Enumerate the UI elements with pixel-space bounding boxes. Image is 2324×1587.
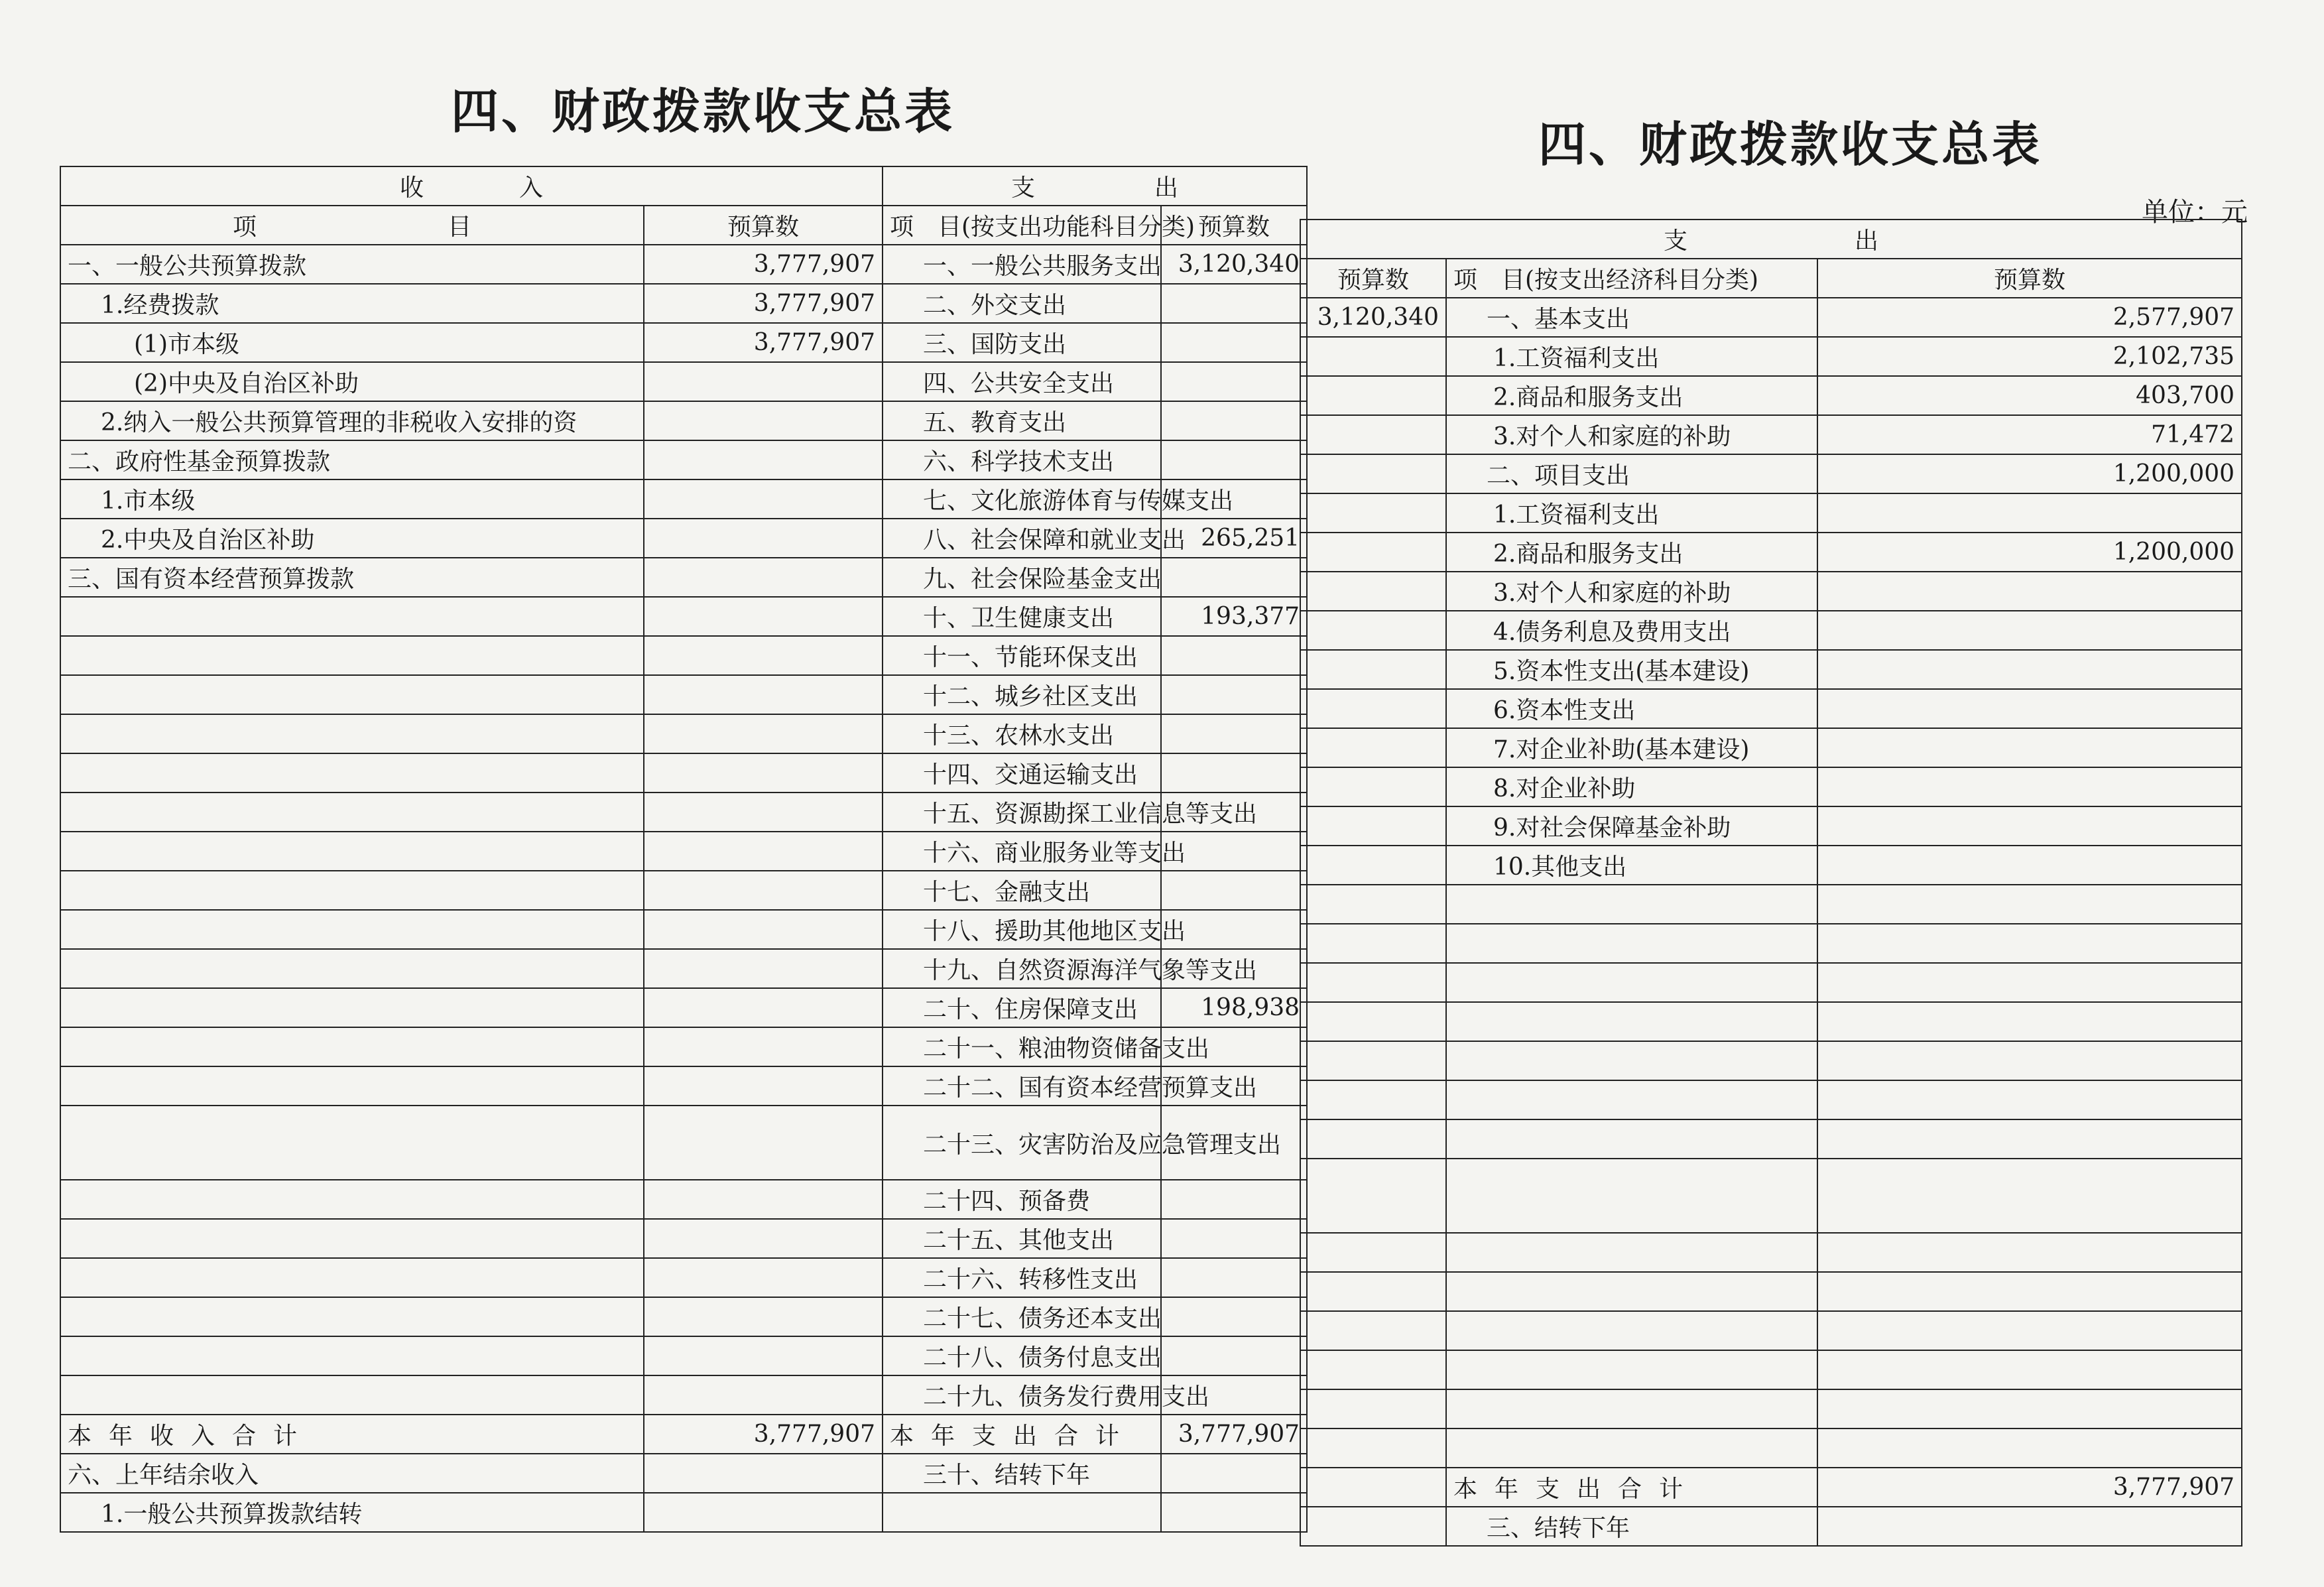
econ-item-label [1446, 1159, 1817, 1233]
econ-item-label [1446, 1350, 1817, 1389]
right-left-value [1300, 1389, 1446, 1428]
right-left-value: 3,120,340 [1300, 298, 1446, 337]
income-item-value [644, 401, 883, 440]
econ-item-label [1446, 1428, 1817, 1468]
econ-item-label: 6.资本性支出 [1446, 689, 1817, 728]
income-item-label [60, 1297, 644, 1336]
right-left-value [1300, 885, 1446, 924]
econ-item-value: 1,200,000 [1817, 454, 2242, 493]
econ-item-value [1817, 572, 2242, 611]
econ-item-value [1817, 924, 2242, 963]
income-item-label [60, 1258, 644, 1297]
table-row [60, 166, 1307, 206]
right-left-value [1300, 650, 1446, 689]
table-row [60, 1106, 1307, 1180]
table-row [1300, 1159, 2242, 1233]
func-item-value [1161, 753, 1307, 793]
income-item-label [60, 597, 644, 636]
income-item-label: 1.市本级 [60, 479, 644, 519]
income-item-label [60, 832, 644, 871]
func-item-label: 十三、农林水支出 [883, 714, 1161, 753]
table-row [60, 519, 1307, 558]
func-item-label: 十一、节能环保支出 [883, 636, 1161, 675]
func-item-value: 193,377 [1161, 597, 1307, 636]
income-item-label [60, 1066, 644, 1106]
income-item-value [644, 1375, 883, 1415]
table-row [60, 558, 1307, 597]
empty-cell [883, 1493, 1161, 1532]
table-row [1300, 1468, 2242, 1507]
right-left-value [1300, 1311, 1446, 1350]
func-item-label: 二十六、转移性支出 [883, 1258, 1161, 1297]
func-item-label: 十七、金融支出 [883, 871, 1161, 910]
right-left-value [1300, 806, 1446, 846]
income-item-label: 2.纳入一般公共预算管理的非税收入安排的资 [60, 401, 644, 440]
func-item-value [1161, 675, 1307, 714]
table-row [1300, 298, 2242, 337]
func-item-value [1161, 401, 1307, 440]
func-item-value [1161, 1219, 1307, 1258]
econ-item-label [1446, 924, 1817, 963]
income-item-label: 一、一般公共预算拨款 [60, 245, 644, 284]
empty-cell [1161, 1493, 1307, 1532]
econ-item-value [1817, 1272, 2242, 1311]
right-left-value [1300, 1159, 1446, 1233]
table-row [60, 1066, 1307, 1106]
func-item-label: 二十五、其他支出 [883, 1219, 1161, 1258]
table-row [1300, 533, 2242, 572]
table-row [1300, 1428, 2242, 1468]
income-item-value [644, 832, 883, 871]
income-item-label [60, 1180, 644, 1219]
func-item-value [1161, 284, 1307, 323]
table-row [1300, 963, 2242, 1002]
econ-item-value [1817, 1428, 2242, 1468]
right-left-value [1300, 1428, 1446, 1468]
right-left-value [1300, 1041, 1446, 1080]
econ-item-label: 5.资本性支出(基本建设) [1446, 650, 1817, 689]
table-row [60, 440, 1307, 479]
func-item-value [1161, 1297, 1307, 1336]
func-item-label: 十二、城乡社区支出 [883, 675, 1161, 714]
func-item-value [1161, 362, 1307, 401]
econ-item-label [1446, 885, 1817, 924]
econ-item-label: 2.商品和服务支出 [1446, 376, 1817, 415]
table-row [60, 871, 1307, 910]
col-header-econ-budget: 预算数 [1817, 259, 2242, 298]
econ-item-label [1446, 1311, 1817, 1350]
table-row [1300, 1041, 2242, 1080]
prev-balance-label: 六、上年结余收入 [60, 1454, 644, 1493]
col-header-econ: 项 目(按支出经济科目分类) [1446, 259, 1817, 298]
income-item-label: 二、政府性基金预算拨款 [60, 440, 644, 479]
func-item-label: 二十三、灾害防治及应急管理支出 [883, 1106, 1161, 1180]
table-row [60, 245, 1307, 284]
table-row [1300, 806, 2242, 846]
income-item-label [60, 714, 644, 753]
econ-item-label: 2.商品和服务支出 [1446, 533, 1817, 572]
func-item-value [1161, 871, 1307, 910]
econ-item-value [1817, 1002, 2242, 1041]
income-item-value [644, 362, 883, 401]
income-item-label [60, 949, 644, 988]
carry-forward-label: 三十、结转下年 [883, 1454, 1161, 1493]
table-row [60, 284, 1307, 323]
func-item-value [1161, 440, 1307, 479]
income-item-value [644, 714, 883, 753]
func-item-label: 十九、自然资源海洋气象等支出 [883, 949, 1161, 988]
page-title-right: 四、财政拨款收支总表 [1538, 116, 2043, 172]
table-row [1300, 1080, 2242, 1119]
func-item-label: 二十二、国有资本经营预算支出 [883, 1066, 1161, 1106]
table-row [60, 1219, 1307, 1258]
income-item-label [60, 1219, 644, 1258]
econ-item-label [1446, 1389, 1817, 1428]
table-row [1300, 728, 2242, 767]
econ-item-value [1817, 1311, 2242, 1350]
table-row [1300, 767, 2242, 806]
income-item-label [60, 871, 644, 910]
income-item-value [644, 949, 883, 988]
table-row [1300, 454, 2242, 493]
carry-forward-value [1161, 1454, 1307, 1493]
prev-balance-value [644, 1454, 883, 1493]
income-item-label [60, 910, 644, 949]
table-row [1300, 1389, 2242, 1428]
econ-item-value [1817, 1233, 2242, 1272]
econ-item-label [1446, 1272, 1817, 1311]
income-item-label [60, 1375, 644, 1415]
total-expense-value-right: 3,777,907 [1817, 1468, 2242, 1507]
right-left-value [1300, 611, 1446, 650]
econ-item-value [1817, 1389, 2242, 1428]
func-item-label: 十四、交通运输支出 [883, 753, 1161, 793]
right-left-value [1300, 1272, 1446, 1311]
total-expense-label-right: 本年支出合计 [1446, 1468, 1817, 1507]
func-item-value [1161, 636, 1307, 675]
econ-item-value [1817, 1350, 2242, 1389]
income-item-label [60, 793, 644, 832]
func-item-value: 3,120,340 [1161, 245, 1307, 284]
func-item-label: 二、外交支出 [883, 284, 1161, 323]
econ-item-label [1446, 963, 1817, 1002]
func-item-label: 二十、住房保障支出 [883, 988, 1161, 1027]
table-row [60, 362, 1307, 401]
right-left-value [1300, 572, 1446, 611]
table-row [60, 949, 1307, 988]
func-item-label: 九、社会保险基金支出 [883, 558, 1161, 597]
table-row [60, 714, 1307, 753]
table-row [60, 988, 1307, 1027]
econ-item-label: 4.债务利息及费用支出 [1446, 611, 1817, 650]
income-item-value [644, 1180, 883, 1219]
table-row [1300, 337, 2242, 376]
econ-item-label: 3.对个人和家庭的补助 [1446, 415, 1817, 454]
econ-item-label: 1.工资福利支出 [1446, 493, 1817, 533]
econ-item-value [1817, 1159, 2242, 1233]
table-row [60, 1336, 1307, 1375]
income-item-value [644, 1106, 883, 1180]
right-left-value [1300, 415, 1446, 454]
right-left-value [1300, 493, 1446, 533]
income-item-value [644, 1258, 883, 1297]
table-row [1300, 1002, 2242, 1041]
right-left-value [1300, 533, 1446, 572]
econ-item-value [1817, 846, 2242, 885]
func-item-label: 二十七、债务还本支出 [883, 1297, 1161, 1336]
income-item-value [644, 1219, 883, 1258]
table-row [1300, 493, 2242, 533]
econ-item-value [1817, 611, 2242, 650]
income-item-value [644, 1297, 883, 1336]
empty-cell [1300, 1468, 1446, 1507]
table-row [60, 1297, 1307, 1336]
col-header-budget: 预算数 [644, 206, 883, 245]
table-row [60, 793, 1307, 832]
func-item-value [1161, 714, 1307, 753]
econ-item-label: 7.对企业补助(基本建设) [1446, 728, 1817, 767]
econ-item-label [1446, 1041, 1817, 1080]
table-row [1300, 1311, 2242, 1350]
right-left-value [1300, 1080, 1446, 1119]
expense-economic-table-right [1300, 219, 2242, 1547]
table-row [60, 401, 1307, 440]
econ-item-label: 8.对企业补助 [1446, 767, 1817, 806]
table-row [60, 753, 1307, 793]
right-left-value [1300, 1233, 1446, 1272]
econ-item-label [1446, 1002, 1817, 1041]
econ-item-label [1446, 1119, 1817, 1159]
table-row [60, 675, 1307, 714]
income-item-label [60, 753, 644, 793]
table-row [1300, 220, 2242, 259]
prev-balance-sub-value [644, 1493, 883, 1532]
income-item-value [644, 519, 883, 558]
income-item-label: 三、国有资本经营预算拨款 [60, 558, 644, 597]
func-item-label: 二十八、债务付息支出 [883, 1336, 1161, 1375]
func-item-label: 五、教育支出 [883, 401, 1161, 440]
income-item-label [60, 636, 644, 675]
func-item-label: 十八、援助其他地区支出 [883, 910, 1161, 949]
income-expense-table-left [60, 166, 1308, 1533]
income-item-label: (2)中央及自治区补助 [60, 362, 644, 401]
table-row [60, 910, 1307, 949]
income-item-label: 1.经费拨款 [60, 284, 644, 323]
econ-item-value [1817, 728, 2242, 767]
table-row [1300, 924, 2242, 963]
econ-item-value [1817, 689, 2242, 728]
table-row [1300, 415, 2242, 454]
right-left-value [1300, 689, 1446, 728]
table-row [1300, 846, 2242, 885]
func-item-value [1161, 1180, 1307, 1219]
right-left-value [1300, 337, 1446, 376]
table-row [60, 1493, 1307, 1532]
econ-item-label: 一、基本支出 [1446, 298, 1817, 337]
income-item-value [644, 1336, 883, 1375]
table-row [60, 479, 1307, 519]
expense-header-right: 支 出 [1300, 220, 2242, 259]
income-header: 收 入 [60, 166, 883, 206]
econ-item-value [1817, 1119, 2242, 1159]
func-item-label: 一、一般公共服务支出 [883, 245, 1161, 284]
table-row [1300, 885, 2242, 924]
right-left-value [1300, 454, 1446, 493]
empty-cell [1300, 1507, 1446, 1546]
income-item-value: 3,777,907 [644, 245, 883, 284]
econ-item-value: 1,200,000 [1817, 533, 2242, 572]
func-item-label: 二十一、粮油物资储备支出 [883, 1027, 1161, 1066]
table-row [60, 1375, 1307, 1415]
func-item-value: 265,251 [1161, 519, 1307, 558]
income-item-value: 3,777,907 [644, 323, 883, 362]
table-row [1300, 1233, 2242, 1272]
col-header-func-budget: 预算数 [1161, 206, 1307, 245]
econ-item-value [1817, 1041, 2242, 1080]
econ-item-value: 2,577,907 [1817, 298, 2242, 337]
econ-item-label: 10.其他支出 [1446, 846, 1817, 885]
col-header-func: 项 目(按支出功能科目分类) [883, 206, 1161, 245]
table-row [1300, 689, 2242, 728]
func-item-label: 二十四、预备费 [883, 1180, 1161, 1219]
econ-item-value [1817, 885, 2242, 924]
total-income-label: 本年收入合计 [60, 1415, 644, 1454]
econ-item-label: 9.对社会保障基金补助 [1446, 806, 1817, 846]
econ-item-value [1817, 493, 2242, 533]
table-row [1300, 572, 2242, 611]
table-row [1300, 1272, 2242, 1311]
func-item-label: 七、文化旅游体育与传媒支出 [883, 479, 1161, 519]
econ-item-label [1446, 1233, 1817, 1272]
col-header-item: 项 目 [60, 206, 644, 245]
right-left-value [1300, 376, 1446, 415]
income-item-value [644, 988, 883, 1027]
table-row [1300, 259, 2242, 298]
income-item-value [644, 871, 883, 910]
right-left-value [1300, 728, 1446, 767]
econ-item-label [1446, 1080, 1817, 1119]
func-item-value [1161, 1336, 1307, 1375]
econ-item-value: 2,102,735 [1817, 337, 2242, 376]
econ-item-value: 403,700 [1817, 376, 2242, 415]
table-row [60, 206, 1307, 245]
econ-item-label: 1.工资福利支出 [1446, 337, 1817, 376]
econ-item-label: 3.对个人和家庭的补助 [1446, 572, 1817, 611]
econ-item-value [1817, 767, 2242, 806]
income-item-value [644, 910, 883, 949]
func-item-value: 198,938 [1161, 988, 1307, 1027]
right-left-value [1300, 1002, 1446, 1041]
func-item-label: 四、公共安全支出 [883, 362, 1161, 401]
income-item-value: 3,777,907 [644, 284, 883, 323]
income-item-label: 2.中央及自治区补助 [60, 519, 644, 558]
income-item-label: (1)市本级 [60, 323, 644, 362]
func-item-label: 二十九、债务发行费用支出 [883, 1375, 1161, 1415]
table-row [60, 1415, 1307, 1454]
unit-label: 单位：元 [2142, 197, 2248, 227]
right-left-value [1300, 846, 1446, 885]
income-item-label [60, 1106, 644, 1180]
econ-item-value [1817, 806, 2242, 846]
income-item-value [644, 479, 883, 519]
func-item-label: 三、国防支出 [883, 323, 1161, 362]
right-left-value [1300, 767, 1446, 806]
table-row [60, 1180, 1307, 1219]
right-left-value [1300, 1119, 1446, 1159]
table-row [1300, 376, 2242, 415]
table-row [60, 323, 1307, 362]
econ-item-value [1817, 1080, 2242, 1119]
expense-header: 支 出 [883, 166, 1307, 206]
prev-balance-sub-label: 1.一般公共预算拨款结转 [60, 1493, 644, 1532]
func-item-label: 八、社会保障和就业支出 [883, 519, 1161, 558]
total-income-value: 3,777,907 [644, 1415, 883, 1454]
income-item-value [644, 558, 883, 597]
income-item-value [644, 1066, 883, 1106]
func-item-label: 六、科学技术支出 [883, 440, 1161, 479]
table-row [1300, 611, 2242, 650]
econ-item-label: 二、项目支出 [1446, 454, 1817, 493]
total-expense-value: 3,777,907 [1161, 1415, 1307, 1454]
func-item-value [1161, 558, 1307, 597]
right-left-value [1300, 924, 1446, 963]
carry-forward-value-right [1817, 1507, 2242, 1546]
income-item-value [644, 675, 883, 714]
total-expense-label: 本年支出合计 [883, 1415, 1161, 1454]
income-item-value [644, 440, 883, 479]
table-row [1300, 1507, 2242, 1546]
table-row [1300, 1119, 2242, 1159]
table-row [60, 597, 1307, 636]
table-row [60, 832, 1307, 871]
func-item-label: 十六、商业服务业等支出 [883, 832, 1161, 871]
table-row [60, 1454, 1307, 1493]
func-item-label: 十五、资源勘探工业信息等支出 [883, 793, 1161, 832]
income-item-label [60, 675, 644, 714]
right-left-value [1300, 963, 1446, 1002]
income-item-value [644, 793, 883, 832]
func-item-value [1161, 323, 1307, 362]
col-header-budget-left: 预算数 [1300, 259, 1446, 298]
carry-forward-label-right: 三、结转下年 [1446, 1507, 1817, 1546]
income-item-label [60, 1027, 644, 1066]
page-title-left: 四、财政拨款收支总表 [451, 83, 955, 139]
table-row [1300, 650, 2242, 689]
table-row [60, 1027, 1307, 1066]
table-row [60, 1258, 1307, 1297]
income-item-value [644, 753, 883, 793]
table-row [1300, 1350, 2242, 1389]
right-left-value [1300, 1350, 1446, 1389]
econ-item-value [1817, 650, 2242, 689]
func-item-value [1161, 1258, 1307, 1297]
income-item-value [644, 1027, 883, 1066]
func-item-label: 十、卫生健康支出 [883, 597, 1161, 636]
table-row [60, 636, 1307, 675]
econ-item-value: 71,472 [1817, 415, 2242, 454]
income-item-label [60, 988, 644, 1027]
income-item-label [60, 1336, 644, 1375]
income-item-value [644, 636, 883, 675]
econ-item-value [1817, 963, 2242, 1002]
income-item-value [644, 597, 883, 636]
